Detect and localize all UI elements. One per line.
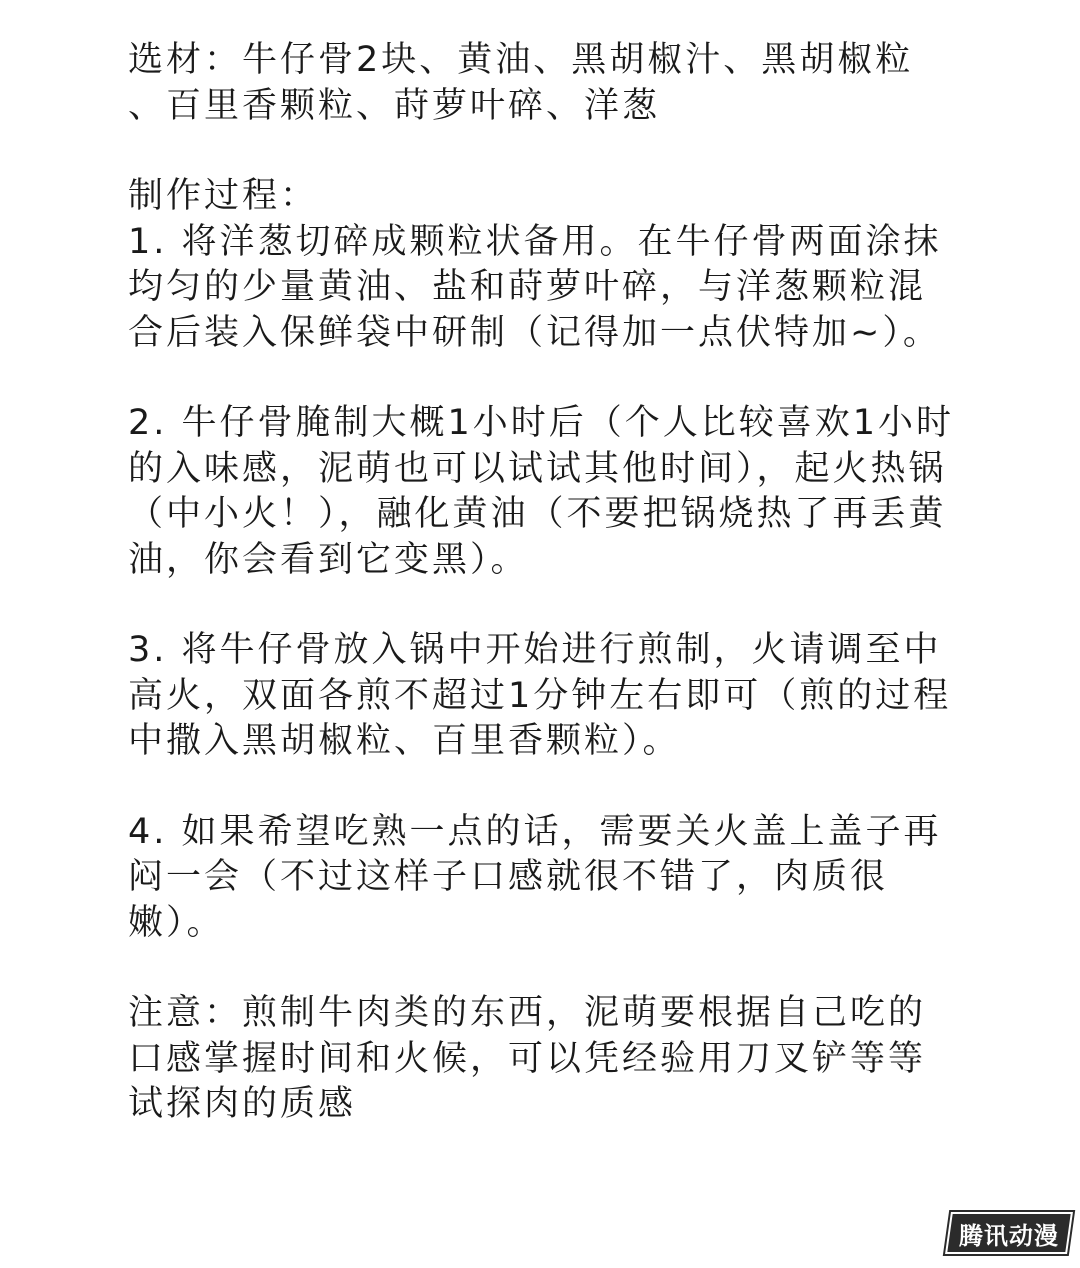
tencent-comic-logo xyxy=(945,1212,1073,1254)
step-2: 2. 牛仔骨腌制大概1小时后（个人比较喜欢1小时的入味感，泥萌也可以试试其他时间），起火热锅（中小火！），融化黄油（不要把锅烧热了再丢黄油，你会看到它变黑）。 xyxy=(128,403,955,580)
ingredients-block xyxy=(128,38,958,129)
ingredients-line-2: 、百里香颗粒、莳萝叶碎、洋葱 xyxy=(128,85,661,126)
note: 注意：煎制牛肉类的东西，泥萌要根据自己吃的口感掌握时间和火候，可以凭经验用刀叉铲等等试探肉的质感 xyxy=(128,993,927,1124)
step-1: 1. 将洋葱切碎成颗粒状备用。在牛仔骨两面涂抹均匀的少量黄油、盐和莳萝叶碎，与洋葱颗粒混合后装入保鲜袋中研制（记得加一点伏特加~）。 xyxy=(128,221,942,353)
process-heading: 制作过程： xyxy=(128,176,319,216)
recipe-text xyxy=(128,38,958,1173)
watermark-text: 腾讯动漫 xyxy=(959,1221,1059,1250)
step-4: 4. 如果希望吃熟一点的话，需要关火盖上盖子再闷一会（不过这样子口感就很不错了，肉质很嫩）。 xyxy=(128,811,942,943)
step-3: 3. 将牛仔骨放入锅中开始进行煎制，火请调至中高火，双面各煎不超过1分钟左右即可（煎的过程中撒入黑胡椒粒、百里香颗粒）。 xyxy=(128,630,952,761)
ingredients-line-1: 选材：牛仔骨2块、黄油、黑胡椒汁、黑胡椒粒 xyxy=(128,40,914,80)
